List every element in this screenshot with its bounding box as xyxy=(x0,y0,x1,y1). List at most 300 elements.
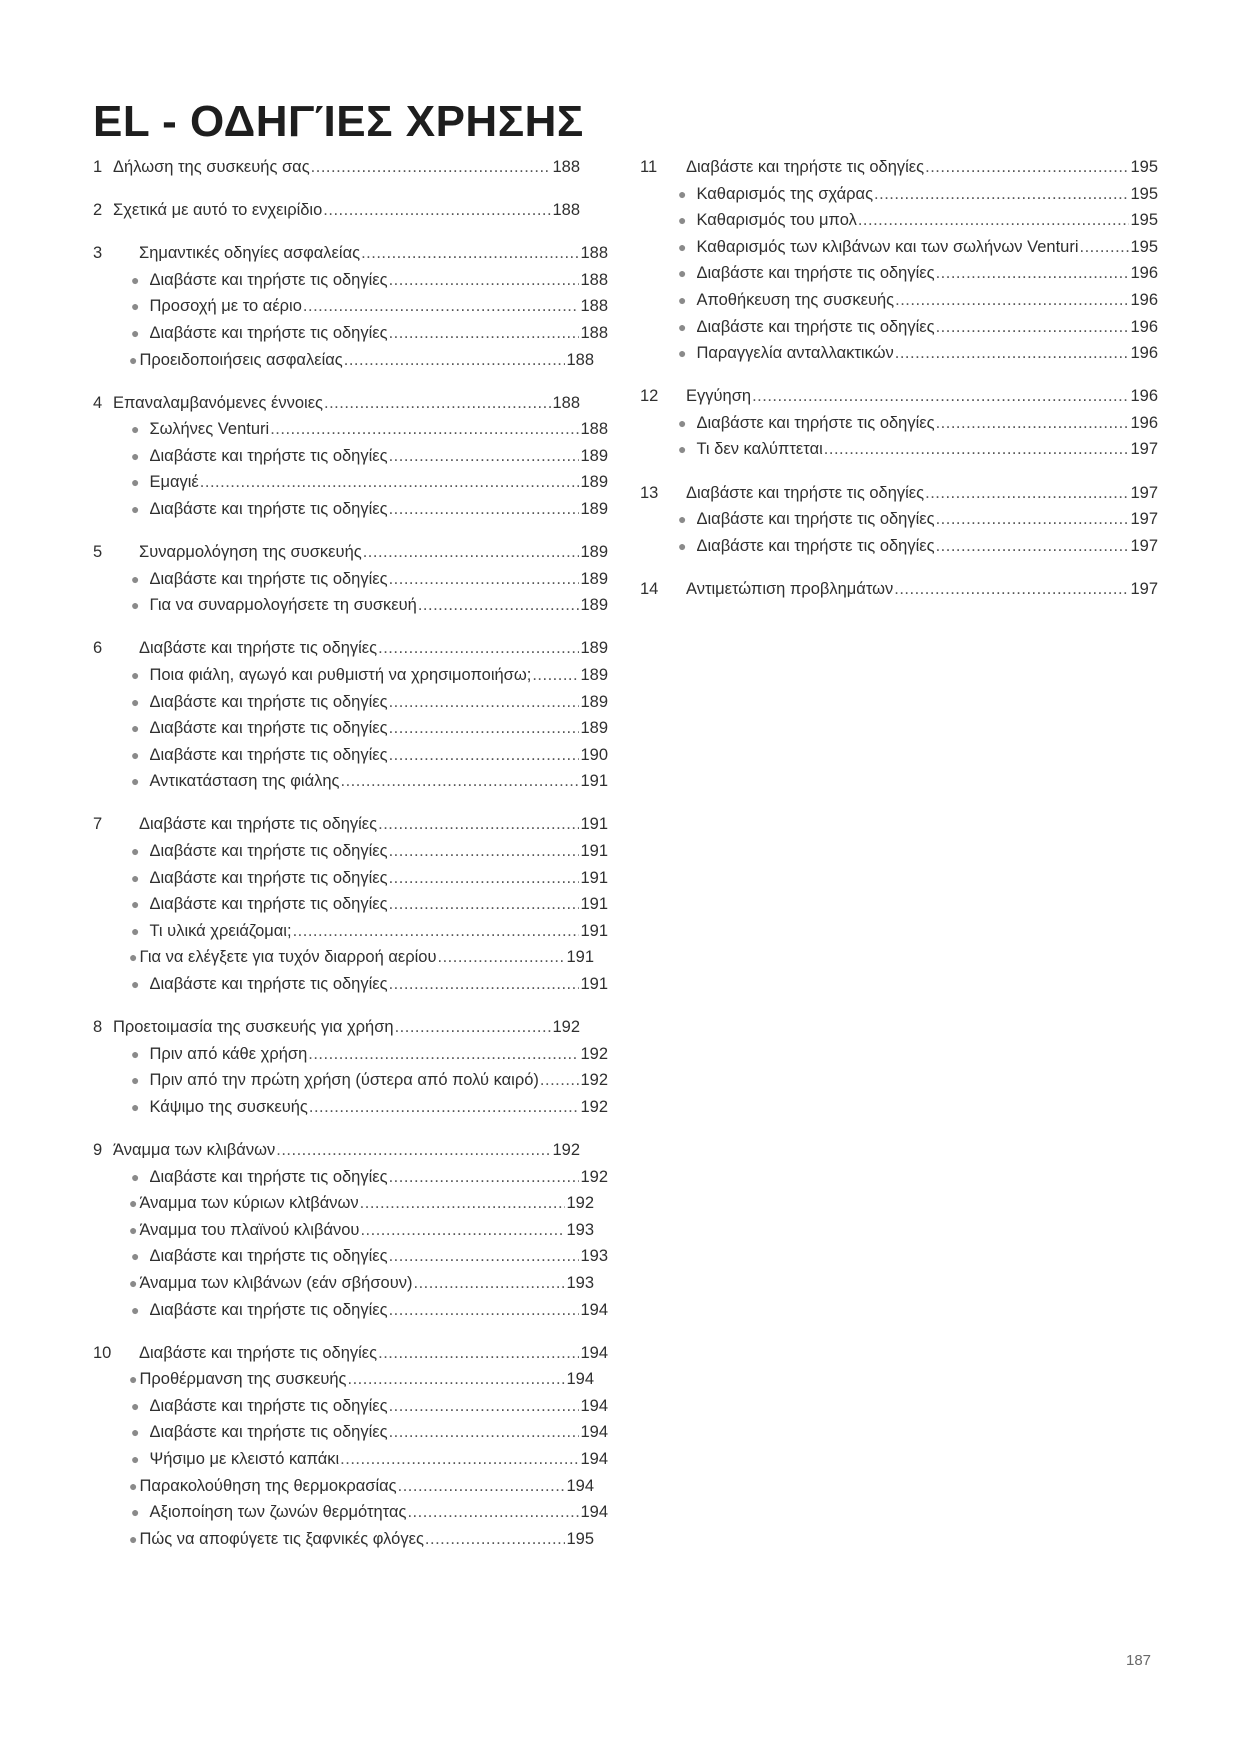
dot-leader xyxy=(378,635,579,662)
toc-subentry[interactable] xyxy=(640,260,1158,287)
toc-entry-section-2[interactable] xyxy=(93,197,608,224)
toc-subentry[interactable] xyxy=(93,768,608,795)
dot-leader xyxy=(389,891,580,918)
toc-subentry[interactable] xyxy=(93,689,608,716)
bullet-icon: ● xyxy=(131,773,140,790)
bullet-icon: ● xyxy=(678,185,687,202)
bullet-icon: ● xyxy=(131,667,140,683)
bullet-icon: ● xyxy=(678,414,687,431)
dot-leader xyxy=(341,768,580,795)
toc-subentry[interactable] xyxy=(93,469,608,496)
bullet-icon: ● xyxy=(129,1274,138,1291)
dot-leader xyxy=(540,1067,580,1094)
toc-subentry[interactable] xyxy=(93,443,608,470)
bullet-icon: ● xyxy=(131,1072,140,1089)
bullet-icon: ● xyxy=(131,501,140,518)
toc-subentry[interactable] xyxy=(93,891,608,918)
bullet-icon: ● xyxy=(131,1424,140,1441)
subentry-title: Διαβάστε και τηρήστε τις οδηγίες xyxy=(149,1423,388,1442)
toc-subentry[interactable] xyxy=(640,287,1158,314)
dot-leader xyxy=(389,689,580,716)
page-ref: 194 xyxy=(566,1476,594,1495)
toc-subentry[interactable] xyxy=(93,267,608,294)
page-ref: 197 xyxy=(1130,510,1158,529)
page-ref: 195 xyxy=(1130,237,1158,256)
section-title: Δήλωση της συσκευής σας xyxy=(113,158,310,176)
bullet-icon: ● xyxy=(129,1195,138,1212)
dot-leader xyxy=(360,1190,566,1217)
toc-subentry[interactable] xyxy=(93,1526,608,1553)
toc-entry-section-5[interactable] xyxy=(93,539,608,566)
dot-leader xyxy=(293,918,580,945)
subentry-title: Διαβάστε και τηρήστε τις οδηγίες xyxy=(149,500,388,519)
toc-subentry[interactable] xyxy=(93,1270,608,1297)
page-ref: 196 xyxy=(1130,413,1158,432)
subentry-title: Διαβάστε και τηρήστε τις οδηγίες xyxy=(149,323,388,342)
bullet-icon: ● xyxy=(131,1248,140,1265)
bullet-icon: ● xyxy=(131,447,140,464)
section-title: Διαβάστε και τηρήστε τις οδηγίες xyxy=(686,483,925,502)
dot-leader xyxy=(936,260,1130,287)
dot-leader xyxy=(389,715,580,742)
toc-subentry[interactable] xyxy=(93,293,608,320)
subentry-title: Σωλήνες Venturi xyxy=(149,420,270,439)
subentry-title: Διαβάστε και τηρήστε τις οδηγίες xyxy=(149,745,388,764)
subentry-title: Παρακολούθηση της θερμοκρασίας xyxy=(139,1476,397,1495)
section-title: Προετοιμασία της συσκευής για χρήση xyxy=(113,1018,394,1037)
subentry-title: Διαβάστε και τηρήστε τις οδηγίες xyxy=(149,692,388,711)
toc-subentry[interactable] xyxy=(93,592,608,619)
dot-leader xyxy=(398,1473,566,1500)
page-ref: 188 xyxy=(580,270,608,289)
page-ref: 191 xyxy=(566,948,594,967)
bullet-icon: ● xyxy=(129,1371,138,1388)
toc-subentry[interactable] xyxy=(640,436,1158,463)
page-ref: 191 xyxy=(580,975,608,994)
section-number: 7 xyxy=(93,815,103,834)
toc-subentry[interactable] xyxy=(640,207,1158,234)
toc-subentry[interactable] xyxy=(93,416,608,443)
bullet-icon: ● xyxy=(129,351,138,368)
dot-leader xyxy=(324,390,551,417)
page-ref: 193 xyxy=(566,1273,594,1292)
toc-subentry[interactable] xyxy=(93,566,608,593)
subentry-title: Διαβάστε και τηρήστε τις οδηγίες xyxy=(149,569,388,588)
toc-subentry[interactable] xyxy=(93,838,608,865)
bullet-icon: ● xyxy=(678,345,687,362)
toc-subentry[interactable] xyxy=(640,340,1158,367)
page-ref: 191 xyxy=(580,842,608,861)
subentry-title: Πώς να αποφύγετε τις ξαφνικές φλόγες xyxy=(139,1529,424,1548)
page-ref: 196 xyxy=(1130,344,1158,363)
page-ref: 196 xyxy=(1130,264,1158,283)
dot-leader xyxy=(532,662,579,689)
page-ref: 189 xyxy=(580,719,608,738)
toc-subentry[interactable] xyxy=(640,181,1158,208)
dot-leader xyxy=(389,1243,580,1270)
dot-leader xyxy=(389,496,580,523)
page-ref: 191 xyxy=(580,895,608,914)
bullet-icon: ● xyxy=(131,324,140,341)
bullet-icon: ● xyxy=(131,474,140,491)
dot-leader xyxy=(936,533,1130,560)
subentry-title: Καθαρισμός του μπολ xyxy=(696,211,857,230)
page-ref: 193 xyxy=(566,1220,594,1239)
toc-entry-section-10[interactable] xyxy=(93,1340,608,1367)
subentry-title: Για να ελέγξετε για τυχόν διαρροή αερίου xyxy=(139,948,437,967)
toc-entry-section-9[interactable] xyxy=(93,1137,608,1164)
subentry-title: Διαβάστε και τηρήστε τις οδηγίες xyxy=(149,270,388,289)
bullet-icon: ● xyxy=(131,570,140,587)
subentry-title: Διαβάστε και τηρήστε τις οδηγίες xyxy=(149,842,388,861)
subentry-title: Διαβάστε και τηρήστε τις οδηγίες xyxy=(149,1247,388,1266)
subentry-title: Καθαρισμός της σχάρας xyxy=(696,184,874,203)
toc-subentry[interactable] xyxy=(93,1366,608,1393)
toc-subentry[interactable] xyxy=(93,1164,608,1191)
toc-entry-section-8[interactable] xyxy=(93,1014,608,1041)
subentry-title: Διαβάστε και τηρήστε τις οδηγίες xyxy=(696,264,935,283)
toc-subentry[interactable] xyxy=(93,1393,608,1420)
toc-entry-section-13[interactable] xyxy=(640,480,1158,507)
subentry-title: Άναμμα του πλαϊνού κλιβάνου xyxy=(139,1220,360,1239)
page-ref: 188 xyxy=(580,323,608,342)
dot-leader xyxy=(347,1366,565,1393)
page-ref: 188 xyxy=(580,244,608,263)
page-ref: 194 xyxy=(580,1396,608,1415)
page-ref: 195 xyxy=(1130,184,1158,203)
page-ref: 190 xyxy=(580,745,608,764)
bullet-icon: ● xyxy=(131,1451,140,1468)
section-number: 2 xyxy=(93,201,103,220)
page-ref: 189 xyxy=(580,569,608,588)
dot-leader xyxy=(389,1419,580,1446)
section-number: 10 xyxy=(93,1343,112,1362)
subentry-title: Διαβάστε και τηρήστε τις οδηγίες xyxy=(696,510,935,529)
bullet-icon: ● xyxy=(131,1397,140,1414)
dot-leader xyxy=(395,1014,552,1041)
bullet-icon: ● xyxy=(131,720,140,737)
section-number: 1 xyxy=(93,158,103,176)
page-ref: 189 xyxy=(580,639,608,658)
bullet-icon: ● xyxy=(131,1098,140,1115)
page-ref: 194 xyxy=(566,1370,594,1389)
dot-leader xyxy=(200,469,580,496)
toc-subentry[interactable] xyxy=(640,234,1158,261)
toc-subentry[interactable] xyxy=(640,533,1158,560)
toc-subentry[interactable] xyxy=(93,1243,608,1270)
subentry-title: Διαβάστε και τηρήστε τις οδηγίες xyxy=(149,1167,388,1186)
bullet-icon: ● xyxy=(131,746,140,763)
page-ref: 192 xyxy=(566,1194,594,1213)
subentry-title: Διαβάστε και τηρήστε τις οδηγίες xyxy=(149,1300,388,1319)
dot-leader xyxy=(311,154,552,181)
dot-leader xyxy=(895,340,1130,367)
dot-leader xyxy=(389,267,580,294)
toc-subentry[interactable] xyxy=(93,1446,608,1473)
bullet-icon: ● xyxy=(131,843,140,860)
subentry-title: Εμαγιέ xyxy=(149,473,199,492)
page-number: 187 xyxy=(1126,1652,1152,1669)
page-ref: 188 xyxy=(580,297,608,316)
dot-leader xyxy=(389,1297,580,1324)
subentry-title: Τι δεν καλύπτεται xyxy=(696,440,823,459)
page-ref: 196 xyxy=(1130,317,1158,336)
subentry-title: Διαβάστε και τηρήστε τις οδηγίες xyxy=(696,413,935,432)
dot-leader xyxy=(824,436,1130,463)
page-ref: 189 xyxy=(580,666,608,684)
dot-leader xyxy=(413,1270,565,1297)
dot-leader xyxy=(389,1393,580,1420)
dot-leader xyxy=(361,240,579,267)
page-ref: 197 xyxy=(1130,536,1158,555)
dot-leader xyxy=(378,1340,579,1367)
bullet-icon: ● xyxy=(131,976,140,993)
page-ref: 189 xyxy=(580,500,608,519)
dot-leader xyxy=(936,410,1130,437)
page-ref: 195 xyxy=(1130,211,1158,230)
page-ref: 188 xyxy=(552,393,580,412)
toc-subentry[interactable] xyxy=(93,1419,608,1446)
page-ref: 188 xyxy=(566,350,594,369)
page-title: EL - ΟΔΗΓΊΕΣ ΧΡΗΣΗΣ xyxy=(93,97,584,146)
dot-leader xyxy=(389,838,580,865)
dot-leader xyxy=(936,506,1130,533)
page-ref: 191 xyxy=(580,868,608,887)
subentry-title: Προσοχή με το αέριο xyxy=(149,297,302,316)
page-ref: 197 xyxy=(1130,579,1158,598)
dot-leader xyxy=(389,443,580,470)
subentry-title: Καθαρισμός των κλιβάνων και των σωλήνων Venturi xyxy=(696,237,1079,256)
bullet-icon: ● xyxy=(678,318,687,335)
page-ref: 196 xyxy=(1130,290,1158,309)
page-ref: 192 xyxy=(580,1044,608,1063)
toc-subentry[interactable] xyxy=(93,1473,608,1500)
section-number: 6 xyxy=(93,639,103,658)
section-number: 11 xyxy=(640,158,658,176)
subentry-title: Αποθήκευση της συσκευής xyxy=(696,290,895,309)
bullet-icon: ● xyxy=(131,298,140,315)
section-number: 4 xyxy=(93,393,103,412)
toc-subentry[interactable] xyxy=(93,1190,608,1217)
dot-leader xyxy=(309,1094,580,1121)
page-ref: 189 xyxy=(580,473,608,492)
page-ref: 191 xyxy=(580,921,608,940)
bullet-icon: ● xyxy=(131,869,140,886)
dot-leader xyxy=(378,811,579,838)
dot-leader xyxy=(894,576,1129,603)
dot-leader xyxy=(389,320,580,347)
toc-subentry[interactable] xyxy=(93,918,608,945)
page-ref: 192 xyxy=(580,1167,608,1186)
subentry-title: Πριν από την πρώτη χρήση (ύστερα από πολύ καιρό) xyxy=(149,1071,539,1090)
dot-leader xyxy=(389,1164,580,1191)
subentry-title: Αξιοποίηση των ζωνών θερμότητας xyxy=(149,1503,407,1522)
dot-leader xyxy=(437,944,565,971)
page-ref: 188 xyxy=(580,420,608,439)
toc-subentry[interactable] xyxy=(93,742,608,769)
toc-subentry[interactable] xyxy=(640,410,1158,437)
section-number: 8 xyxy=(93,1018,103,1037)
bullet-icon: ● xyxy=(129,949,138,966)
toc-subentry[interactable] xyxy=(93,320,608,347)
bullet-icon: ● xyxy=(131,1168,140,1185)
subentry-title: Διαβάστε και τηρήστε τις οδηγίες xyxy=(149,1396,388,1415)
toc-subentry[interactable] xyxy=(93,944,608,971)
section-number: 13 xyxy=(640,483,659,502)
section-number: 14 xyxy=(640,579,659,598)
page-ref: 188 xyxy=(552,201,580,220)
toc-subentry[interactable] xyxy=(640,506,1158,533)
bullet-icon: ● xyxy=(129,1530,138,1547)
dot-leader xyxy=(340,1446,579,1473)
dot-leader xyxy=(752,383,1129,410)
page-ref: 192 xyxy=(580,1097,608,1116)
subentry-title: Παραγγελία ανταλλακτικών xyxy=(696,344,894,363)
toc-subentry[interactable] xyxy=(93,1297,608,1324)
toc-column-right xyxy=(640,154,1158,602)
subentry-title: Άναμμα των κύριων κλtβάνων xyxy=(139,1194,359,1213)
bullet-icon: ● xyxy=(678,238,687,255)
toc-subentry[interactable] xyxy=(93,865,608,892)
toc-entry-section-6[interactable] xyxy=(93,635,608,662)
section-title: Σχετικά με αυτό το ενχειρίδιο xyxy=(113,201,323,220)
dot-leader xyxy=(344,347,566,374)
bullet-icon: ● xyxy=(131,271,140,288)
subentry-title: Διαβάστε και τηρήστε τις οδηγίες xyxy=(696,536,935,555)
dot-leader xyxy=(389,971,580,998)
subentry-title: Τι υλικά χρειάζομαι; xyxy=(149,921,292,940)
page-ref: 192 xyxy=(552,1018,580,1037)
dot-leader xyxy=(425,1526,566,1553)
section-title: Άναμμα των κλιβάνων xyxy=(113,1141,276,1159)
toc-entry-section-11[interactable] xyxy=(640,154,1158,181)
toc-column-left xyxy=(93,154,608,1552)
dot-leader xyxy=(303,293,580,320)
toc-subentry[interactable] xyxy=(93,496,608,523)
page-ref: 189 xyxy=(580,692,608,711)
bullet-icon: ● xyxy=(131,1301,140,1318)
dot-leader xyxy=(276,1137,551,1164)
dot-leader xyxy=(308,1041,579,1068)
toc-subentry[interactable] xyxy=(93,347,608,374)
toc-subentry[interactable] xyxy=(640,314,1158,341)
section-title: Συναρμολόγηση της συσκευής xyxy=(139,543,362,562)
page-ref: 191 xyxy=(580,772,608,791)
section-title: Διαβάστε και τηρήστε τις οδηγίες xyxy=(139,815,378,834)
dot-leader xyxy=(895,287,1129,314)
dot-leader xyxy=(874,181,1129,208)
toc-subentry[interactable] xyxy=(93,971,608,998)
section-number: 9 xyxy=(93,1141,103,1159)
subentry-title: Πριν από κάθε χρήση xyxy=(149,1044,308,1063)
section-number: 3 xyxy=(93,244,103,263)
subentry-title: Διαβάστε και τηρήστε τις οδηγίες xyxy=(149,446,388,465)
page-ref: 196 xyxy=(1130,387,1158,406)
bullet-icon: ● xyxy=(678,291,687,308)
bullet-icon: ● xyxy=(131,597,140,614)
subentry-title: Άναμμα των κλιβάνων (εάν σβήσουν) xyxy=(139,1273,413,1292)
toc-entry-section-4[interactable] xyxy=(93,390,608,417)
page-ref: 194 xyxy=(580,1300,608,1319)
toc-subentry[interactable] xyxy=(93,662,608,689)
toc-subentry[interactable] xyxy=(93,1094,608,1121)
page-ref: 189 xyxy=(580,543,608,562)
toc-subentry[interactable] xyxy=(93,1499,608,1526)
dot-leader xyxy=(936,314,1130,341)
subentry-title: Διαβάστε και τηρήστε τις οδηγίες xyxy=(149,719,388,738)
dot-leader xyxy=(407,1499,579,1526)
bullet-icon: ● xyxy=(131,1504,140,1521)
toc-entry-section-7[interactable] xyxy=(93,811,608,838)
bullet-icon: ● xyxy=(131,421,140,438)
dot-leader xyxy=(389,566,580,593)
page-ref: 194 xyxy=(580,1503,608,1522)
subentry-title: Κάψιμο της συσκευής xyxy=(149,1097,308,1116)
page-ref: 193 xyxy=(580,1247,608,1266)
section-title: Επαναλαμβανόμενες έννοιες xyxy=(113,393,323,412)
bullet-icon: ● xyxy=(131,896,140,913)
dot-leader xyxy=(925,154,1129,181)
dot-leader xyxy=(270,416,579,443)
page-ref: 194 xyxy=(580,1450,608,1469)
bullet-icon: ● xyxy=(129,1221,138,1238)
subentry-title: Ψήσιμο με κλειστό καπάκι xyxy=(149,1450,340,1469)
toc-entry-section-12[interactable] xyxy=(640,383,1158,410)
toc-subentry[interactable] xyxy=(93,1041,608,1068)
page-ref: 197 xyxy=(1130,440,1158,459)
toc-subentry[interactable] xyxy=(93,1217,608,1244)
bullet-icon: ● xyxy=(678,511,687,528)
bullet-icon: ● xyxy=(131,922,140,939)
dot-leader xyxy=(389,742,580,769)
page-ref: 192 xyxy=(580,1071,608,1090)
dot-leader xyxy=(360,1217,565,1244)
subentry-title: Προειδοποιήσεις ασφαλείας xyxy=(139,350,343,369)
page-ref: 195 xyxy=(1130,158,1158,176)
dot-leader xyxy=(323,197,551,224)
bullet-icon: ● xyxy=(678,265,687,282)
subentry-title: Αντικατάσταση της φιάλης xyxy=(149,772,340,791)
toc-subentry[interactable] xyxy=(93,1067,608,1094)
bullet-icon: ● xyxy=(131,693,140,710)
subentry-title: Διαβάστε και τηρήστε τις οδηγίες xyxy=(149,975,388,994)
section-title: Διαβάστε και τηρήστε τις οδηγίες xyxy=(139,1343,378,1362)
page-ref: 192 xyxy=(552,1141,580,1159)
page-ref: 194 xyxy=(580,1343,608,1362)
page-ref: 191 xyxy=(580,815,608,834)
toc-entry-section-3[interactable] xyxy=(93,240,608,267)
dot-leader xyxy=(389,865,580,892)
section-title: Εγγύηση xyxy=(686,387,752,406)
page-ref: 188 xyxy=(552,158,580,176)
dot-leader xyxy=(1080,234,1130,261)
bullet-icon: ● xyxy=(678,441,687,458)
toc-subentry[interactable] xyxy=(93,715,608,742)
bullet-icon: ● xyxy=(131,1045,140,1062)
dot-leader xyxy=(925,480,1129,507)
toc-entry-section-14[interactable] xyxy=(640,576,1158,603)
toc-entry-section-1[interactable] xyxy=(93,154,608,181)
page-ref: 189 xyxy=(580,446,608,465)
page-ref: 197 xyxy=(1130,483,1158,502)
section-title: Αντιμετώπιση προβλημάτων xyxy=(686,579,894,598)
section-title: Διαβάστε και τηρήστε τις οδηγίες xyxy=(686,158,925,176)
section-title: Διαβάστε και τηρήστε τις οδηγίες xyxy=(139,639,378,658)
subentry-title: Διαβάστε και τηρήστε τις οδηγίες xyxy=(149,868,388,887)
dot-leader xyxy=(418,592,580,619)
dot-leader xyxy=(858,207,1130,234)
bullet-icon: ● xyxy=(678,537,687,554)
